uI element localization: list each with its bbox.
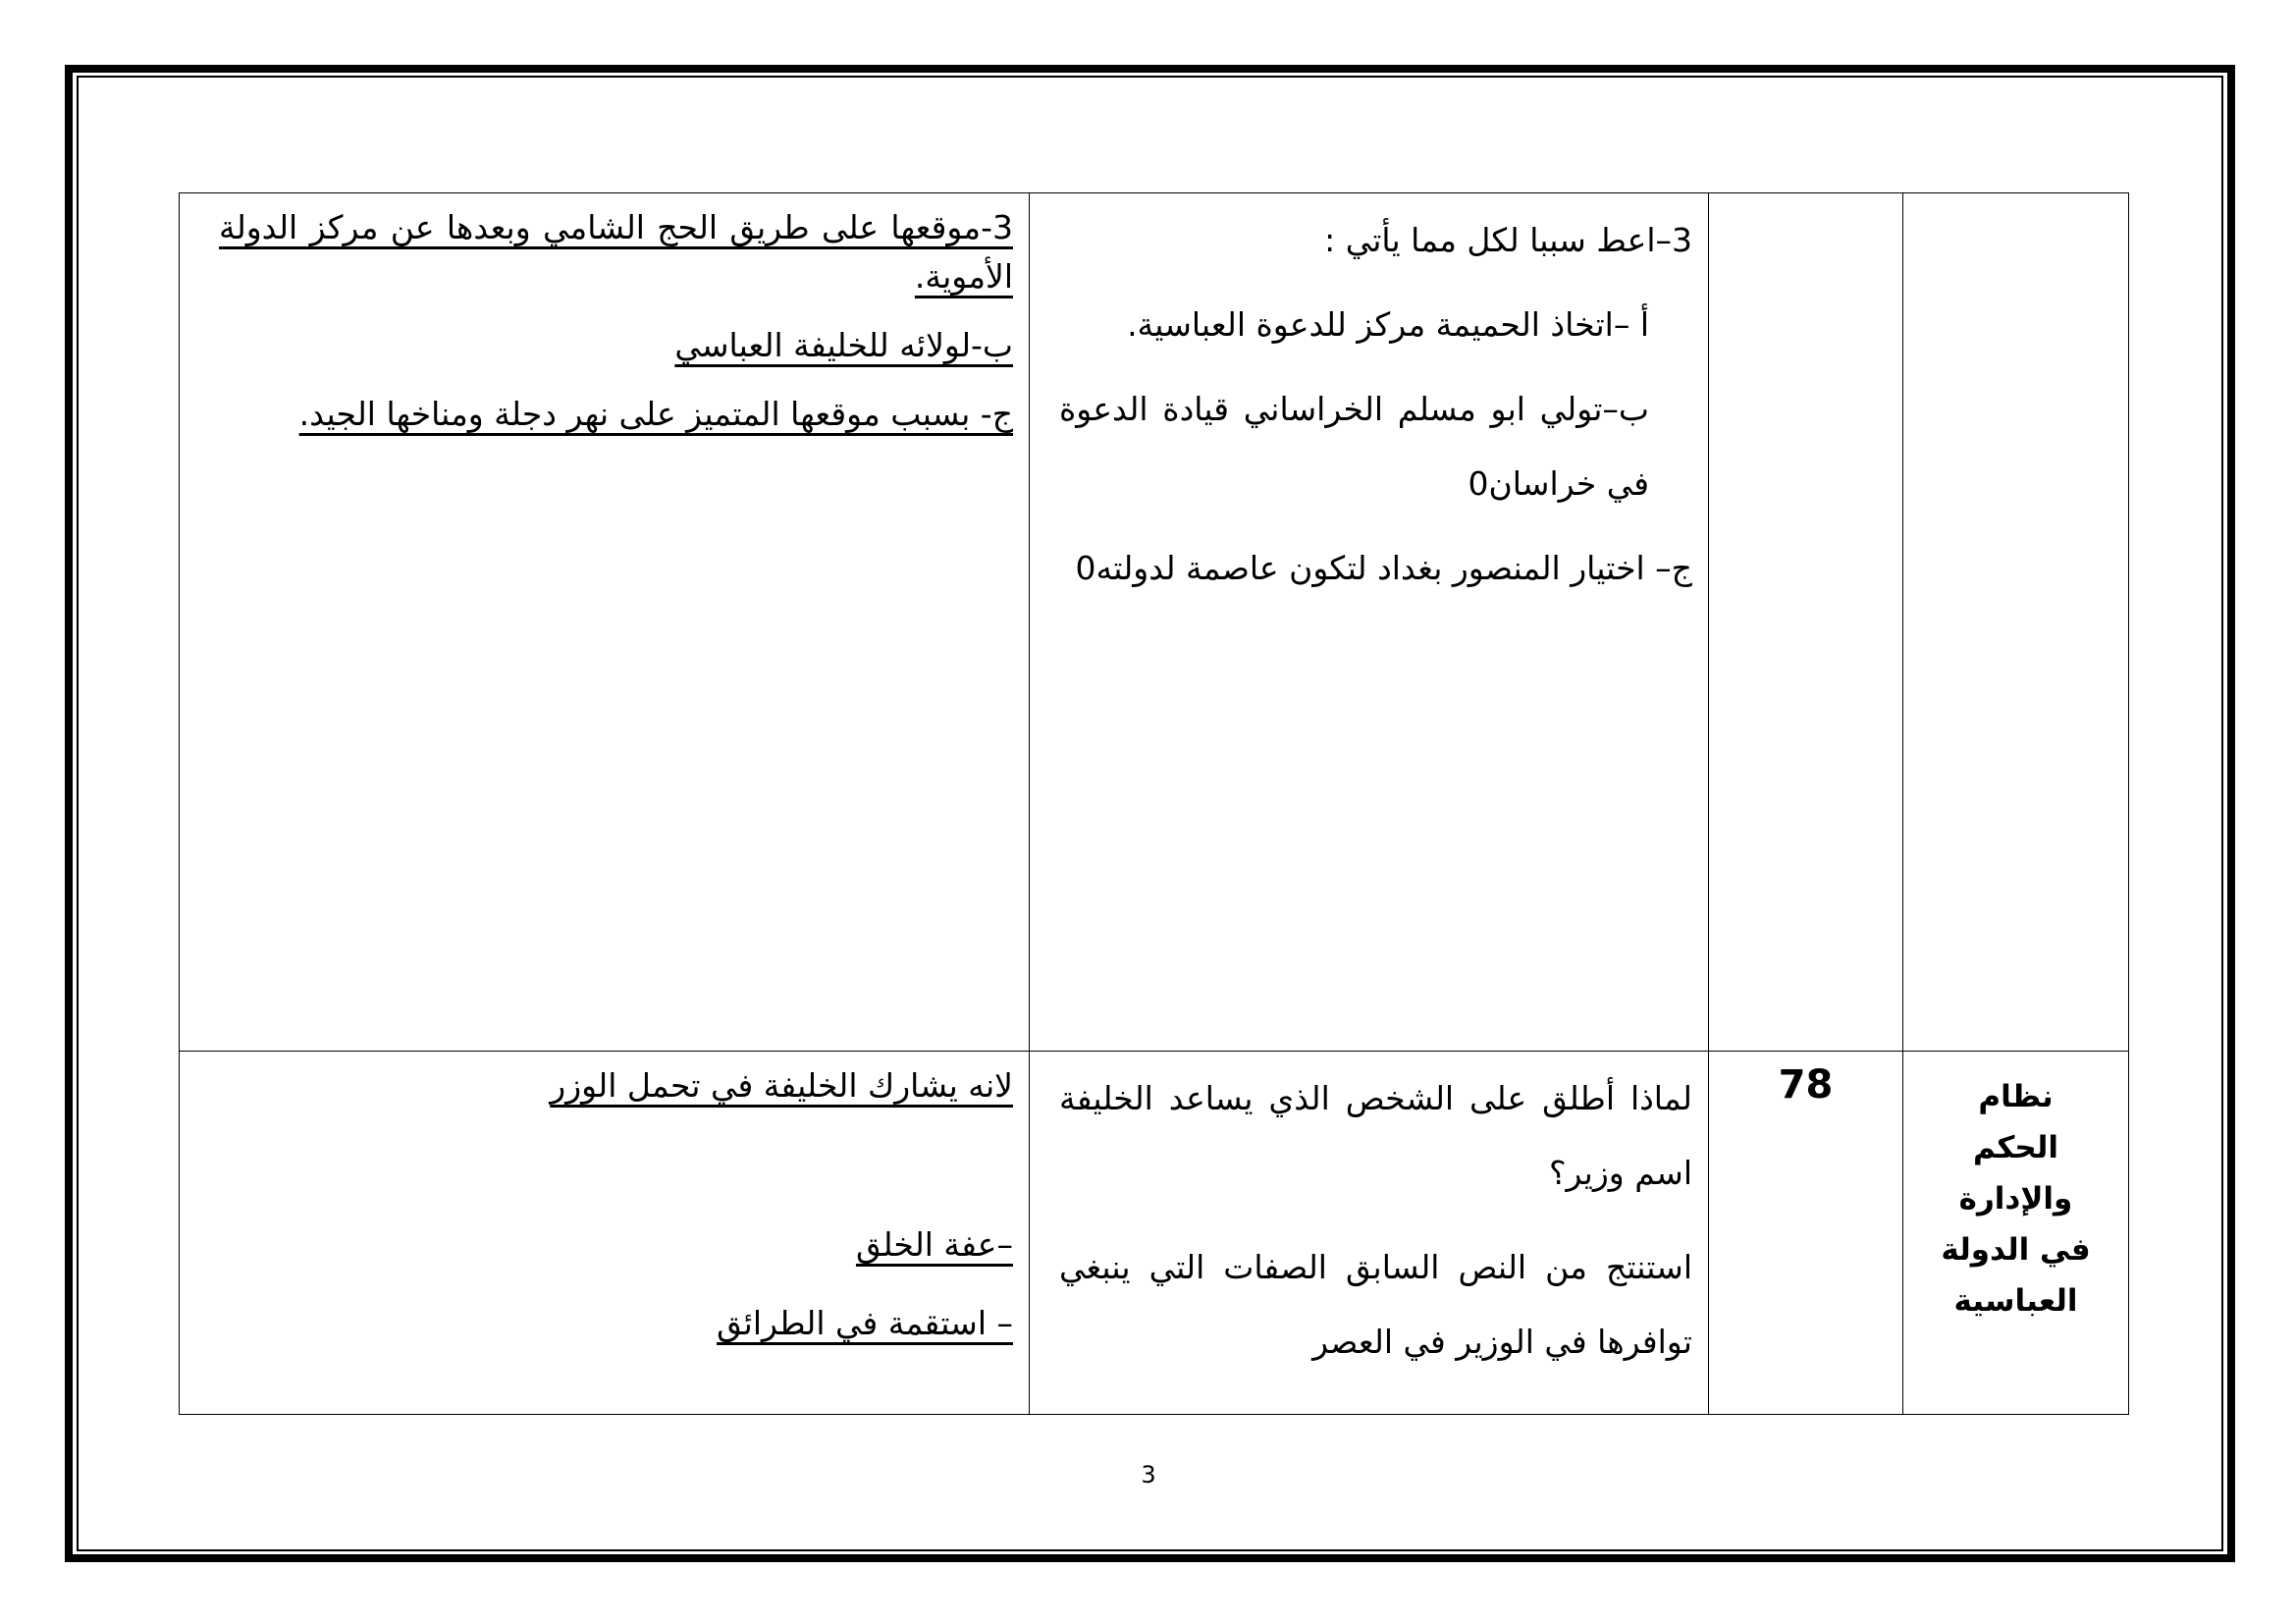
answer-line: ج- بسبب موقعها المتميز على نهر دجلة ومناخها الجيد.: [298, 395, 1013, 433]
answer-line: – استقمة في الطرائق: [717, 1304, 1013, 1342]
answer-line: –عفة الخلق: [855, 1225, 1013, 1264]
topic-cell: [1903, 193, 2129, 1052]
page-ref-cell: [1709, 1052, 1903, 1415]
question-line: أ –اتخاذ الحميمة مركز للدعوة العباسية.: [1127, 305, 1649, 344]
table-row: [180, 1052, 2129, 1415]
page-number: 3: [1141, 1461, 1156, 1489]
answer-line: 3-موقعها على طريق الحج الشامي وبعدها عن مركز الدولة الأموية.: [219, 208, 1013, 296]
answer-line: لانه يشارك الخليفة في تحمل الوزر: [550, 1066, 1013, 1105]
topic-title: نظام الحكم والإدارة في الدولة العباسية: [1941, 1079, 2091, 1319]
question-line: 3–اعط سببا لكل مما يأتي :: [1324, 221, 1692, 259]
page-ref: 78: [1778, 1062, 1834, 1108]
page-ref-cell: [1709, 193, 1903, 1052]
topic-cell: [1903, 1052, 2129, 1415]
table-row: [180, 193, 2129, 1052]
lesson-table: [179, 192, 2129, 1415]
question-line: ج– اختيار المنصور بغداد لتكون عاصمة لدولته0: [1075, 549, 1692, 587]
question-line: ب–تولي ابو مسلم الخراساني قيادة الدعوة في خراسان0: [1059, 390, 1649, 503]
answer-line: ب-لولائه للخليفة العباسي: [674, 326, 1013, 364]
question-cell: [1030, 193, 1709, 1052]
question-cell: [1030, 1052, 1709, 1415]
question-line: استنتج من النص السابق الصفات التي ينبغي توافرها في الوزير في العصر: [1059, 1248, 1692, 1361]
question-line: لماذا أطلق على الشخص الذي يساعد الخليفة اسم وزير؟: [1059, 1079, 1692, 1192]
answer-cell: [180, 193, 1030, 1052]
answer-cell: [180, 1052, 1030, 1415]
